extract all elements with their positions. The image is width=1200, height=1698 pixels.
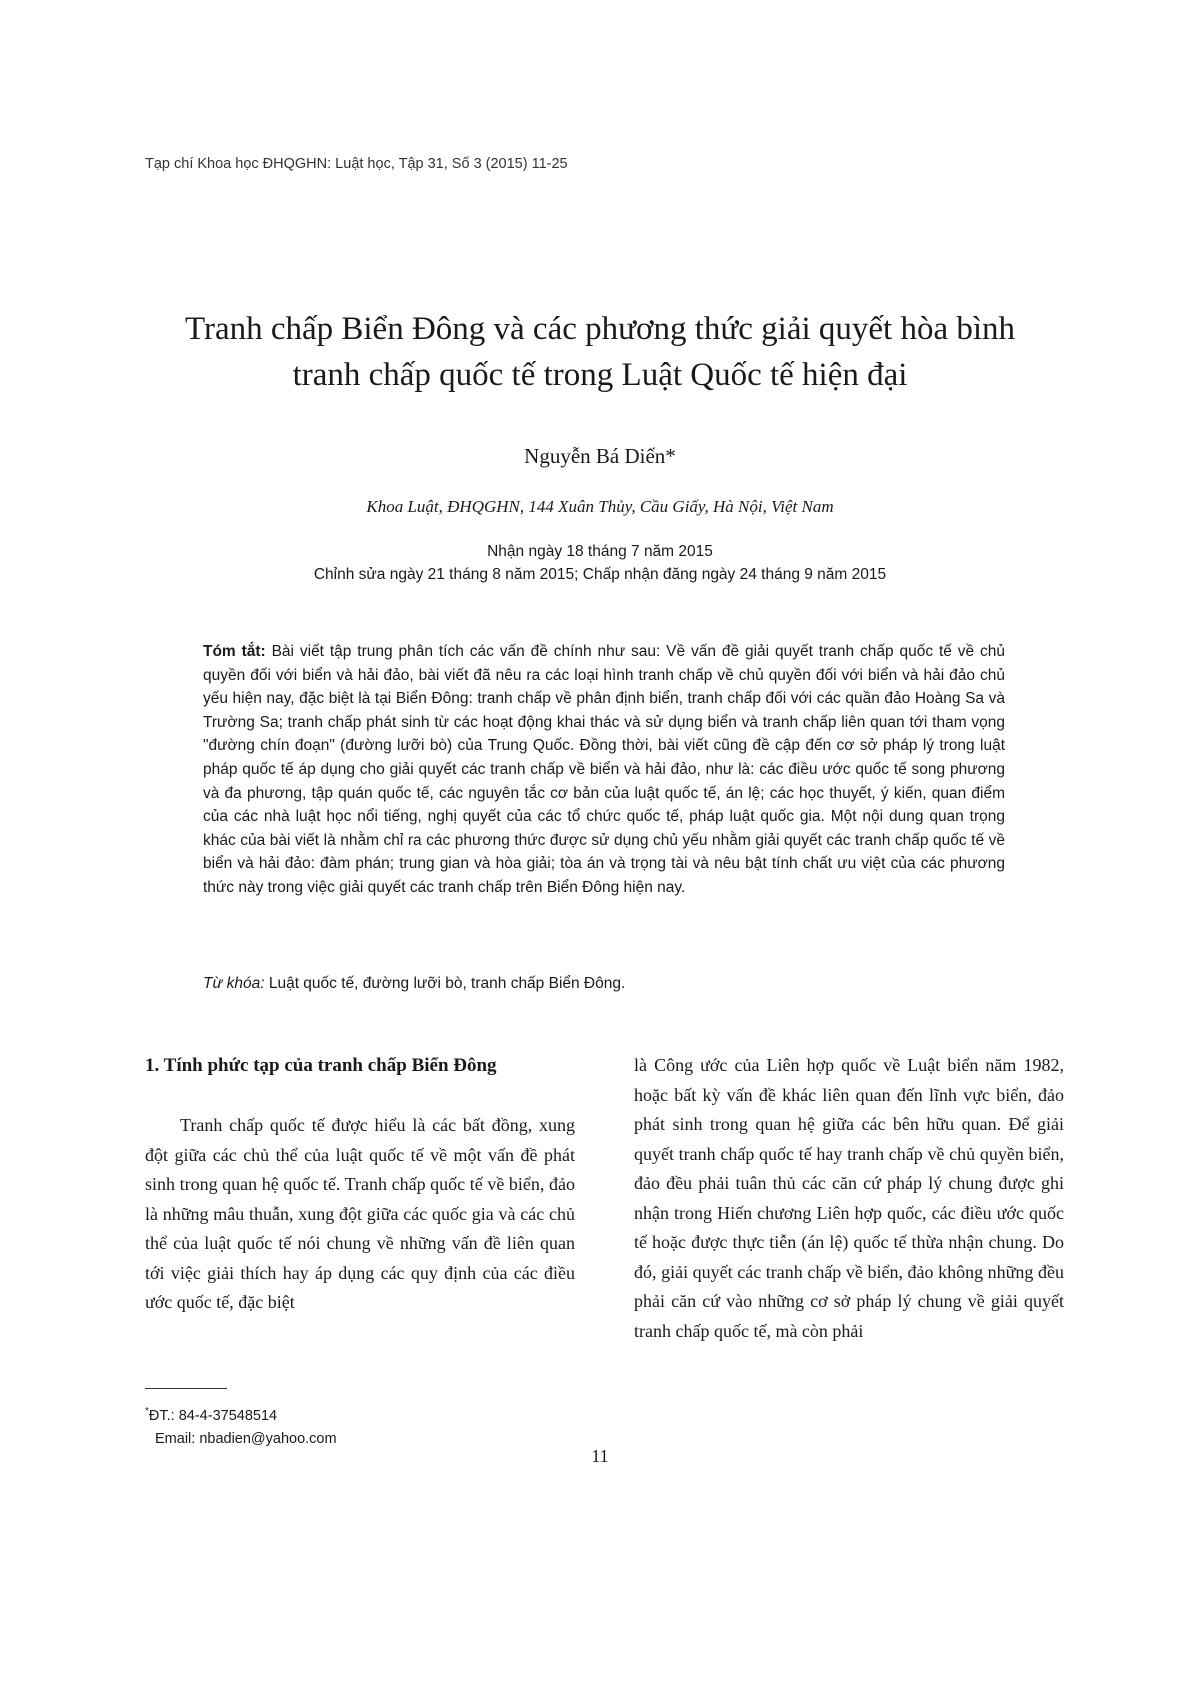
- paper-title: [100, 306, 1100, 398]
- page-number: 11: [591, 1446, 609, 1466]
- publication-dates: [0, 540, 1200, 586]
- author-affiliation: Khoa Luật, ĐHQGHN, 144 Xuân Thủy, Cầu Giấy, Hà Nội, Việt Nam: [366, 497, 834, 516]
- journal-header: Tạp chí Khoa học ĐHQGHN: Luật học, Tập 31, Số 3 (2015) 11-25: [145, 156, 568, 172]
- footnote-phone: ĐT.: 84-4-37548514: [148, 1407, 278, 1424]
- abstract-text: Bài viết tập trung phân tích các vấn đề chính như sau: Về vấn đề giải quyết tranh chấp quốc tế về chủ quyền đối với biển và hải đảo, bài viết đã nêu ra các loại hình tranh chấp về chủ quyền đối với biển và hải đảo chủ yếu hiện nay, đặc biệt là tại Biển Đông: tranh chấp về phân định biển, tranh chấp đối với các quần đảo Hoàng Sa và Trường Sa; tranh chấp phát sinh từ các hoạt động khai thác và sử dụng biển và tranh chấp liên quan tới tham vọng "đường chín đoạn" (đường lưỡi bò) của Trung Quốc. Đồng thời, bài viết cũng đề cập đến cơ sở pháp lý trong luật pháp quốc tế áp dụng cho giải quyết các tranh chấp về biển và hải đảo, như là: các điều ước quốc tế song phương và đa phương, tập quán quốc tế, các nguyên tắc cơ bản của luật quốc tế, án lệ; các học thuyết, ý kiến, quan điểm của các nhà luật học nổi tiếng, nghị quyết của các tổ chức quốc tế, pháp luật quốc gia. Một nội dung quan trọng khác của bài viết là nhằm chỉ ra các phương thức được sử dụng chủ yếu nhằm giải quyết các tranh chấp quốc tế về biển và hải đảo: đàm phán; trung gian và hòa giải; tòa án và trọng tài và nêu bật tính chất ưu việt của các phương thức này trong việc giải quyết các tranh chấp trên Biển Đông hiện nay.: [203, 643, 1005, 896]
- keywords: [203, 975, 1005, 993]
- revised-accepted-dates: Chỉnh sửa ngày 21 tháng 8 năm 2015; Chấp nhận đăng ngày 24 tháng 9 năm 2015: [313, 566, 887, 583]
- title-line-2: tranh chấp quốc tế trong Luật Quốc tế hiện đại: [292, 357, 908, 393]
- footnote-email: Email: nbadien@yahoo.com: [155, 1430, 337, 1447]
- received-date: Nhận ngày 18 tháng 7 năm 2015: [487, 543, 713, 560]
- footnote-marker: *: [145, 1406, 149, 1417]
- footnote-phone-line: [145, 1400, 337, 1428]
- body-text-right-column: là Công ước của Liên hợp quốc về Luật biển năm 1982, hoặc bất kỳ vấn đề khác liên quan đến lĩnh vực biển, đảo phát sinh trong quan hệ giữa các bên hữu quan. Để giải quyết tranh chấp quốc tế hay tranh chấp về chủ quyền biển, đảo đều phải tuân thủ các căn cứ pháp lý chung được ghi nhận trong Hiến chương Liên hợp quốc, các điều ước quốc tế hoặc được thực tiễn (án lệ) quốc tế thừa nhận chung. Do đó, giải quyết các tranh chấp về biển, đảo không những đều phải căn cứ vào những cơ sở pháp lý chung về giải quyết tranh chấp quốc tế, mà còn phải: [634, 1055, 1064, 1341]
- title-line-1: Tranh chấp Biển Đông và các phương thức giải quyết hòa bình: [184, 311, 1016, 347]
- footnote: [145, 1400, 337, 1451]
- section-heading: 1. Tính phức tạp của tranh chấp Biển Đông: [145, 1055, 497, 1076]
- author-name: Nguyễn Bá Diến*: [524, 444, 676, 468]
- keywords-text: Luật quốc tế, đường lưỡi bò, tranh chấp Biển Đông.: [268, 975, 626, 992]
- keywords-label: Từ khóa:: [203, 975, 265, 992]
- abstract-label: Tóm tắt:: [203, 643, 266, 660]
- abstract: [203, 640, 1005, 900]
- footnote-divider: [145, 1388, 227, 1389]
- body-text-left-column: Tranh chấp quốc tế được hiểu là các bất đồng, xung đột giữa các chủ thể của luật quốc tế về một vấn đề phát sinh trong quan hệ quốc tế. Tranh chấp quốc tế về biển, đảo là những mâu thuẫn, xung đột giữa các quốc gia và các chủ thể của luật quốc tế nói chung về những vấn đề liên quan tới việc giải thích hay áp dụng các quy định của các điều ước quốc tế, đặc biệt: [145, 1115, 575, 1312]
